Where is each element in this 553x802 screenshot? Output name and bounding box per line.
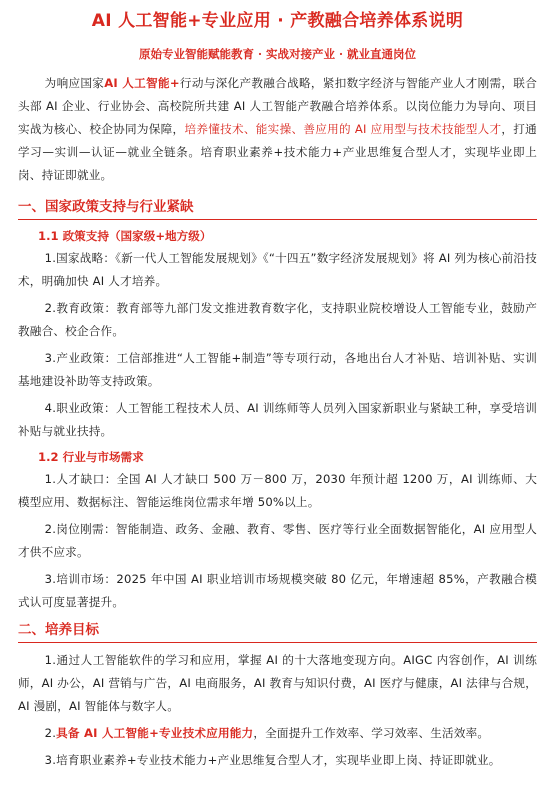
subsection-heading-market-demand: 1.2 行业与市场需求 bbox=[38, 450, 144, 464]
section-heading-policy: 一、国家政策支持与行业紧缺 bbox=[18, 197, 537, 220]
intro-paragraph bbox=[18, 72, 537, 187]
document-subtitle: 原始专业智能赋能教育 · 实战对接产业 · 就业直通岗位 bbox=[138, 47, 417, 61]
goal-item: 1.通过人工智能软件的学习和应用，掌握 AI 的十大落地变现方向。AIGC 内容创作，AI 训练师，AI 办公，AI 营销与广告，AI 电商服务，AI 教育与知识付费，AI 医疗与健康，AI 法律与合规，AI 漫剧，AI 智能体与数字人。 bbox=[18, 653, 537, 713]
policy-item: 4.职业政策：人工智能工程技术人员、AI 训练师等人员列入国家新职业与紧缺工种，享受培训补贴与就业扶持。 bbox=[18, 401, 537, 438]
goal-item-text: ，全面提升工作效率、学习效率、生活效率。 bbox=[253, 726, 490, 740]
market-item: 1.人才缺口：全国 AI 人才缺口 500 万－800 万，2030 年预计超 1200 万，AI 训练师、大模型应用、数据标注、智能运维岗位需求年增 50%以上。 bbox=[18, 472, 537, 509]
policy-item: 1.国家战略：《新一代人工智能发展规划》《“十四五”数字经济发展规划》将 AI 列为核心前沿技术，明确加快 AI 人才培养。 bbox=[18, 251, 537, 288]
policy-item: 2.教育政策：教育部等九部门发文推进教育数字化，支持职业院校增设人工智能专业，鼓励产教融合、校企合作。 bbox=[18, 301, 537, 338]
intro-text-1: 为响应国家 bbox=[44, 76, 105, 90]
intro-text-3: ，打通学习—实训—认证—就业全链条。培育职业素养+技术能力+产业思维复合型人才，实现毕业即上岗、持证即就业。 bbox=[18, 122, 537, 182]
goal-highlight: 具备 AI 人工智能+专业技术应用能力 bbox=[56, 726, 254, 740]
market-item: 2.岗位刚需：智能制造、政务、金融、教育、零售、医疗等行业全面数据智能化，AI 应用型人才供不应求。 bbox=[18, 522, 537, 559]
intro-highlight-goal: 培养懂技术、能实操、善应用的 AI 应用型与技术技能型人才 bbox=[184, 122, 502, 136]
document-title: AI 人工智能+专业应用 · 产教融合培养体系说明 bbox=[91, 11, 464, 31]
intro-text-2: 行动与深化产教融合战略，紧扣数字经济与智能产业人才刚需，联合头部 AI 企业、行业协会、高校院所共建 AI 人工智能产教融合培养体系。以岗位能力为导向、项目实战为核心、校企协同为保障， bbox=[18, 76, 537, 136]
intro-highlight-ai: AI 人工智能+ bbox=[104, 76, 180, 90]
goal-item bbox=[18, 722, 537, 745]
policy-item: 3.产业政策：工信部推进“人工智能+制造”等专项行动，各地出台人才补贴、培训补贴、实训基地建设补助等支持政策。 bbox=[18, 351, 537, 388]
goal-item-number: 2. bbox=[44, 726, 57, 740]
subsection-heading-policy-support: 1.1 政策支持（国家级+地方级） bbox=[38, 229, 212, 243]
section-heading-goals: 二、培养目标 bbox=[18, 620, 537, 643]
market-item: 3.培训市场：2025 年中国 AI 职业培训市场规模突破 80 亿元，年增速超 85%，产教融合模式认可度显著提升。 bbox=[18, 572, 537, 609]
goal-item: 3.培育职业素养+专业技术能力+产业思维复合型人才，实现毕业即上岗、持证即就业。 bbox=[44, 753, 501, 767]
